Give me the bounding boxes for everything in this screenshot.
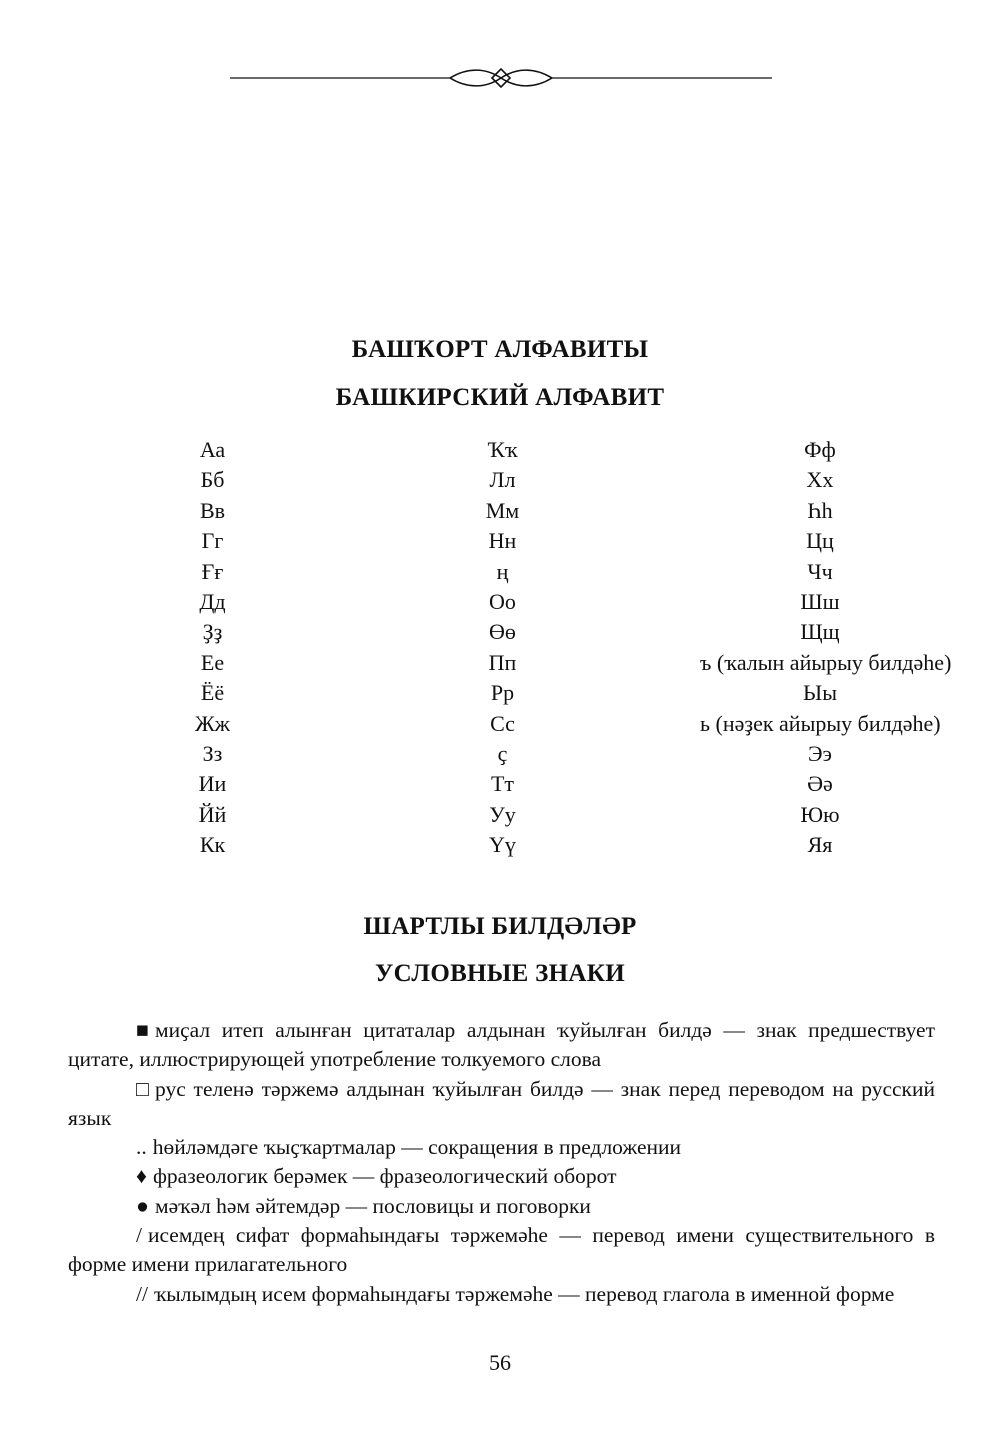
- alphabet-heading-russian: БАШКИРСКИЙ АЛФАВИТ: [335, 384, 665, 411]
- legend-item: [68, 1280, 935, 1309]
- alphabet-letter: Ее: [200, 649, 225, 675]
- alphabet-letter: Юю: [800, 801, 840, 827]
- alphabet-letter: Шш: [800, 588, 840, 614]
- alphabet-row: [120, 709, 940, 739]
- alphabet-row: [120, 587, 940, 617]
- alphabet-letter: Тт: [490, 771, 515, 797]
- alphabet-letter: Нн: [488, 528, 517, 554]
- diamond-icon: ♦: [136, 1164, 147, 1189]
- alphabet-letter: Үү: [489, 832, 516, 858]
- alphabet-letter: Пп: [488, 649, 517, 675]
- legend-text: ҡылымдың исем формаһындағы тәржемәһе — перевод глагола в именной форме: [153, 1281, 895, 1306]
- alphabet-letter: Оо: [489, 588, 516, 614]
- alphabet-letter: Лл: [489, 467, 516, 493]
- alphabet-letter: Ғғ: [201, 558, 224, 584]
- filled-square-icon: ■: [136, 1018, 149, 1042]
- alphabet-letter: Вв: [199, 497, 226, 523]
- legend-text: исемдең сифат формаһындағы тәржемәһе — перевод имени существительного в форме имени прилагательного: [68, 1223, 935, 1277]
- legend-item: [68, 1133, 935, 1162]
- legend-text: фразеологик берәмек — фразеологический оборот: [152, 1164, 617, 1189]
- signs-heading-bashkir: ШАРТЛЫ БИЛДӘЛӘР: [363, 913, 637, 940]
- alphabet-letter: Ии: [198, 771, 227, 797]
- alphabet-row: [120, 496, 940, 526]
- alphabet-row: [120, 617, 940, 647]
- alphabet-row: [120, 800, 940, 830]
- double-dot-icon: ..: [136, 1135, 147, 1160]
- alphabet-letter: Цц: [806, 528, 834, 554]
- alphabet-letter: Уу: [489, 801, 516, 827]
- alphabet-letter: Һһ: [807, 497, 833, 523]
- legend-text: мәҡәл һәм әйтемдәр — пословицы и поговорки: [155, 1193, 591, 1218]
- legend-item: [68, 1016, 935, 1075]
- alphabet-letter: Яя: [807, 832, 833, 858]
- alphabet-letter: Ёё: [200, 680, 225, 706]
- page-number: 56: [489, 1350, 511, 1375]
- alphabet-letter: Сс: [490, 710, 515, 736]
- double-slash-icon: //: [136, 1281, 148, 1306]
- alphabet-letter: ъ (ҡалын айырыу билдәһе): [700, 649, 952, 675]
- alphabet-letter: Зз: [202, 740, 223, 766]
- decorative-ornament: [230, 64, 772, 92]
- alphabet-letter: Фф: [804, 437, 836, 462]
- filled-circle-icon: ●: [136, 1193, 149, 1218]
- slash-icon: /: [136, 1223, 142, 1248]
- alphabet-letter: Гг: [201, 528, 224, 554]
- alphabet-letter: Ээ: [808, 740, 832, 766]
- alphabet-letter: Рр: [490, 680, 515, 706]
- ornament-divider-icon: [230, 64, 772, 92]
- alphabet-letter: ҫ: [497, 740, 508, 766]
- alphabet-letter: Дд: [199, 588, 226, 614]
- legend-text: миҫал итеп алынған цитаталар алдынан ҡуйылған билдә — знак предшествует цитате, иллюстрирующей употребление толкуемого слова: [68, 1018, 935, 1072]
- alphabet-letter: Жж: [195, 710, 230, 736]
- alphabet-letter: Ыы: [803, 680, 837, 706]
- legend-item: [68, 1162, 935, 1191]
- alphabet-row: [120, 526, 940, 556]
- alphabet-row: [120, 465, 940, 495]
- alphabet-letter: Чч: [807, 558, 833, 584]
- alphabet-letter: Аа: [199, 437, 226, 462]
- alphabet-letter: ң: [496, 558, 509, 584]
- signs-heading-russian: УСЛОВНЫЕ ЗНАКИ: [375, 960, 625, 987]
- alphabet-row: [120, 739, 940, 769]
- alphabet-row: [120, 557, 940, 587]
- alphabet-heading-bashkir: БАШҠОРТ АЛФАВИТЫ: [351, 336, 649, 363]
- alphabet-letter: Өө: [489, 619, 516, 645]
- alphabet-table: [120, 435, 952, 860]
- empty-square-icon: □: [136, 1076, 149, 1101]
- alphabet-row: [120, 435, 940, 465]
- alphabet-letter: Щщ: [800, 619, 840, 645]
- alphabet-letter: Кк: [199, 832, 226, 858]
- alphabet-letter: Бб: [200, 467, 225, 493]
- alphabet-row: [120, 830, 940, 860]
- alphabet-row: [120, 769, 940, 799]
- legend-item: [68, 1075, 935, 1134]
- alphabet-letter: Хх: [806, 467, 834, 493]
- alphabet-letter: Ҙҙ: [202, 619, 223, 645]
- alphabet-letter: Йй: [198, 801, 227, 827]
- legend-item: [68, 1192, 935, 1221]
- alphabet-letter: Ҡҡ: [487, 437, 518, 462]
- legend-list: [68, 1016, 935, 1309]
- alphabet-letter: Әә: [807, 771, 833, 797]
- legend-text: һөйләмдәге ҡыҫҡартмалар — сокращения в предложении: [152, 1135, 682, 1160]
- legend-text: рус теленә тәржемә алдынан ҡуйылған билдә — знак перед переводом на русский язык: [68, 1076, 935, 1130]
- legend-item: [68, 1221, 935, 1280]
- alphabet-letter: Мм: [485, 497, 520, 523]
- alphabet-row: [120, 648, 952, 678]
- alphabet-letter: ь (нәҙек айырыу билдәһе): [700, 710, 941, 736]
- alphabet-row: [120, 678, 940, 708]
